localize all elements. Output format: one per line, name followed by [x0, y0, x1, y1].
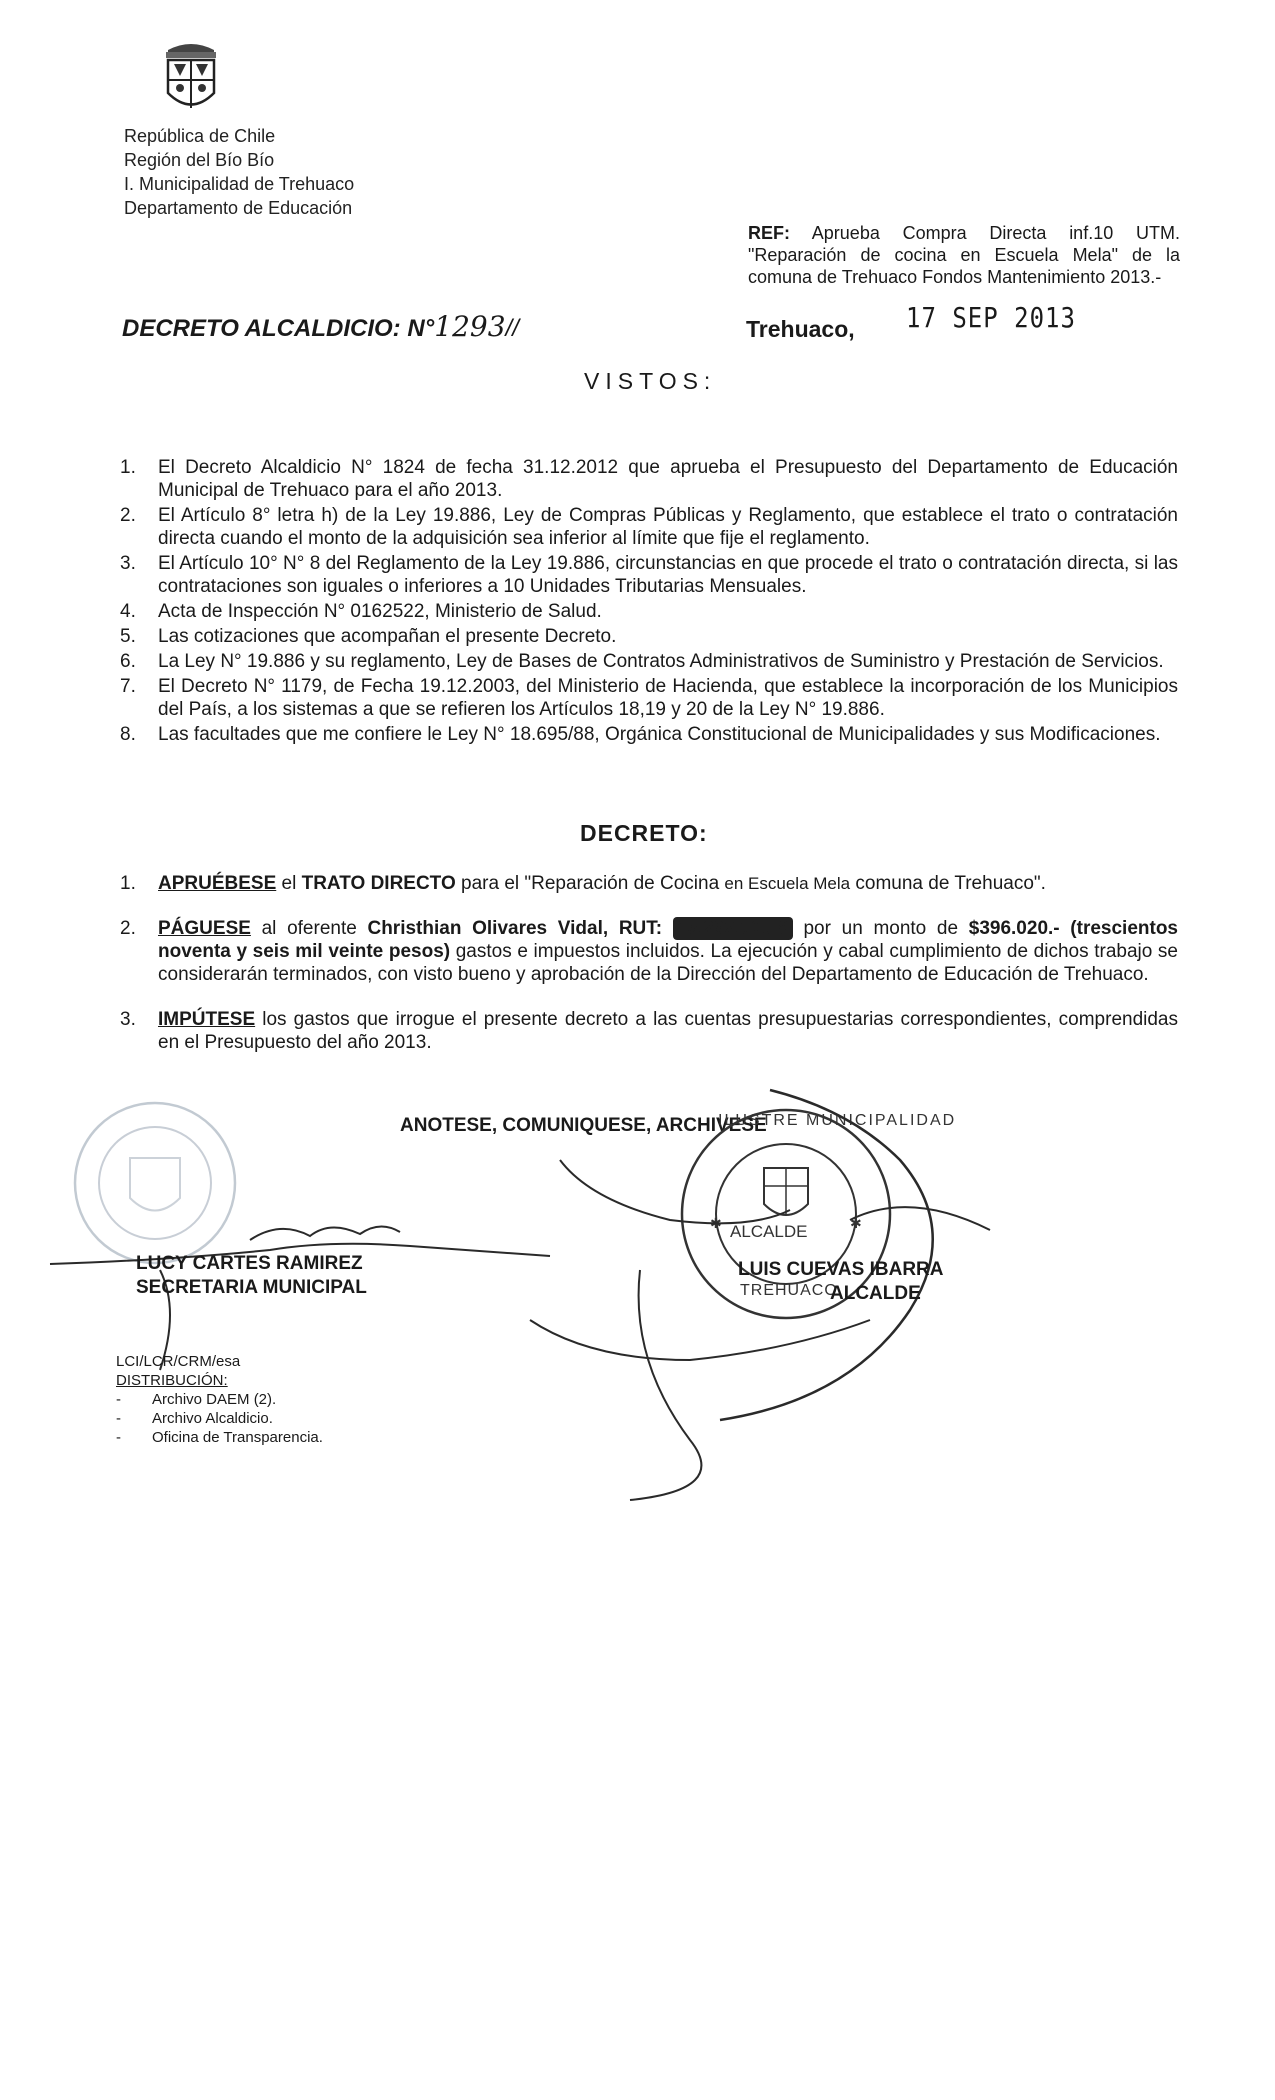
decreto-label: DECRETO ALCALDICIO: N°	[122, 315, 435, 342]
list-item: 8. Las facultades que me confiere le Ley N° 18.695/88, Orgánica Constitucional de Municipalidades y sus Modificaciones.	[120, 724, 1161, 745]
list-item: 4. Acta de Inspección N° 0162522, Ministerio de Salud.	[120, 601, 602, 622]
ref-block	[748, 222, 1180, 288]
distribution-label: DISTRIBUCIÓN:	[116, 1372, 228, 1389]
ref-line2: "Reparación de cocina en Escuela Mela" de la	[748, 245, 1180, 265]
stamp-bottom-text: TREHUACO	[740, 1282, 838, 1299]
decreto-item-1: 1. APRUÉBESE el TRATO DIRECTO para el "Reparación de Cocina en Escuela Mela comuna de Trehuaco".	[120, 873, 1046, 894]
svg-text:✱: ✱	[710, 1216, 722, 1232]
ref-line1: Aprueba Compra Directa inf.10 UTM.	[811, 223, 1180, 243]
list-item: 6. La Ley N° 19.886 y su reglamento, Ley de Bases de Contratos Administrativos de Suministro y Prestación de Servicios.	[120, 651, 1164, 672]
municipal-coat-of-arms-icon	[160, 38, 222, 118]
distribution-item: - Archivo DAEM (2).	[116, 1391, 277, 1408]
vistos-title: VISTOS:	[584, 368, 717, 394]
header-municipality: I. Municipalidad de Trehuaco	[124, 174, 355, 194]
decreto-title: DECRETO:	[580, 820, 708, 846]
place-label: Trehuaco,	[746, 316, 855, 342]
verb-imputese: IMPÚTESE	[158, 1009, 256, 1030]
decreto-number-handwritten: 1293	[434, 310, 506, 343]
distribution-item: - Archivo Alcaldicio.	[116, 1410, 273, 1427]
signer-left-title: SECRETARIA MUNICIPAL	[136, 1277, 367, 1298]
footer-initials: LCI/LCR/CRM/esa	[116, 1353, 241, 1370]
decreto-suffix: //	[505, 315, 519, 342]
distribution-item: - Oficina de Transparencia.	[116, 1429, 323, 1446]
decreto-number-line	[122, 310, 519, 343]
list-item: 5. Las cotizaciones que acompañan el presente Decreto.	[120, 626, 617, 647]
header-region: Región del Bío Bío	[124, 150, 275, 170]
verb-apruebese: APRUÉBESE	[158, 873, 277, 894]
stamp-ring-text: ILUSTRE MUNICIPALIDAD	[718, 1112, 957, 1129]
signer-right-title: ALCALDE	[830, 1283, 921, 1304]
stamp-center-text: ALCALDE	[730, 1222, 808, 1241]
header-department: Departamento de Educación	[124, 198, 353, 218]
list-item: 1. El Decreto Alcaldicio N° 1824 de fecha 31.12.2012 que aprueba el Presupuesto del Departamento de Educación Municipal de Trehuaco para el año 2013.	[120, 457, 1178, 501]
ref-line3: comuna de Trehuaco Fondos Mantenimiento 2013.-	[748, 267, 1162, 287]
list-item: 3. El Artículo 10° N° 8 del Reglamento de la Ley 19.886, circunstancias en que procede el trato o contratación directa, si las contrataciones son iguales o inferiores a 10 Unidades Tributarias Mensuales.	[120, 553, 1178, 597]
list-item: 2. El Artículo 8° letra h) de la Ley 19.886, Ley de Compras Públicas y Reglamento, que establece el trato o contratación directa cuando el monto de la adquisición sea inferior al límite que fije el reglamento.	[120, 505, 1178, 549]
verb-paguese: PÁGUESE	[158, 918, 251, 939]
signer-right-name: LUIS CUEVAS IBARRA	[738, 1259, 944, 1280]
header-country: República de Chile	[124, 126, 276, 146]
vistos-list	[120, 456, 1178, 748]
redacted-rut: 15.292.000-8	[673, 917, 793, 940]
signer-left-name: LUCY CARTES RAMIREZ	[136, 1253, 363, 1274]
closing-text: ANOTESE, COMUNIQUESE, ARCHIVESE	[400, 1115, 767, 1136]
ref-label: REF:	[748, 223, 790, 243]
date-stamp: 17 SEP 2013	[906, 301, 1076, 335]
svg-text:✱: ✱	[850, 1216, 862, 1232]
blank-area-below-page	[0, 1665, 1275, 2100]
decreto-list	[120, 872, 1178, 1056]
decreto-item-3: 3. IMPÚTESE los gastos que irrogue el presente decreto a las cuentas presupuestarias correspondientes, comprendidas en el Presupuesto del año 2013.	[120, 1009, 1178, 1053]
decreto-item-2: 2. PÁGUESE al oferente Christhian Olivares Vidal, RUT: 15.292.000-8 por un monto de $396.020.- (trescientos noventa y seis mil veinte pesos) gastos e impuestos incluidos. La ejecución y cabal cumplimiento de dichos trabajo se considerarán terminados, con visto bueno y aprobación de la Dirección del Departamento de Educación de Trehuaco.	[120, 918, 1179, 985]
list-item: 7. El Decreto N° 1179, de Fecha 19.12.2003, del Ministerio de Hacienda, que establece la incorporación de los Municipios del País, a los sistemas a que se refieren los Artículos 18,19 y 20 de la Ley N° 19.886.	[120, 676, 1178, 720]
